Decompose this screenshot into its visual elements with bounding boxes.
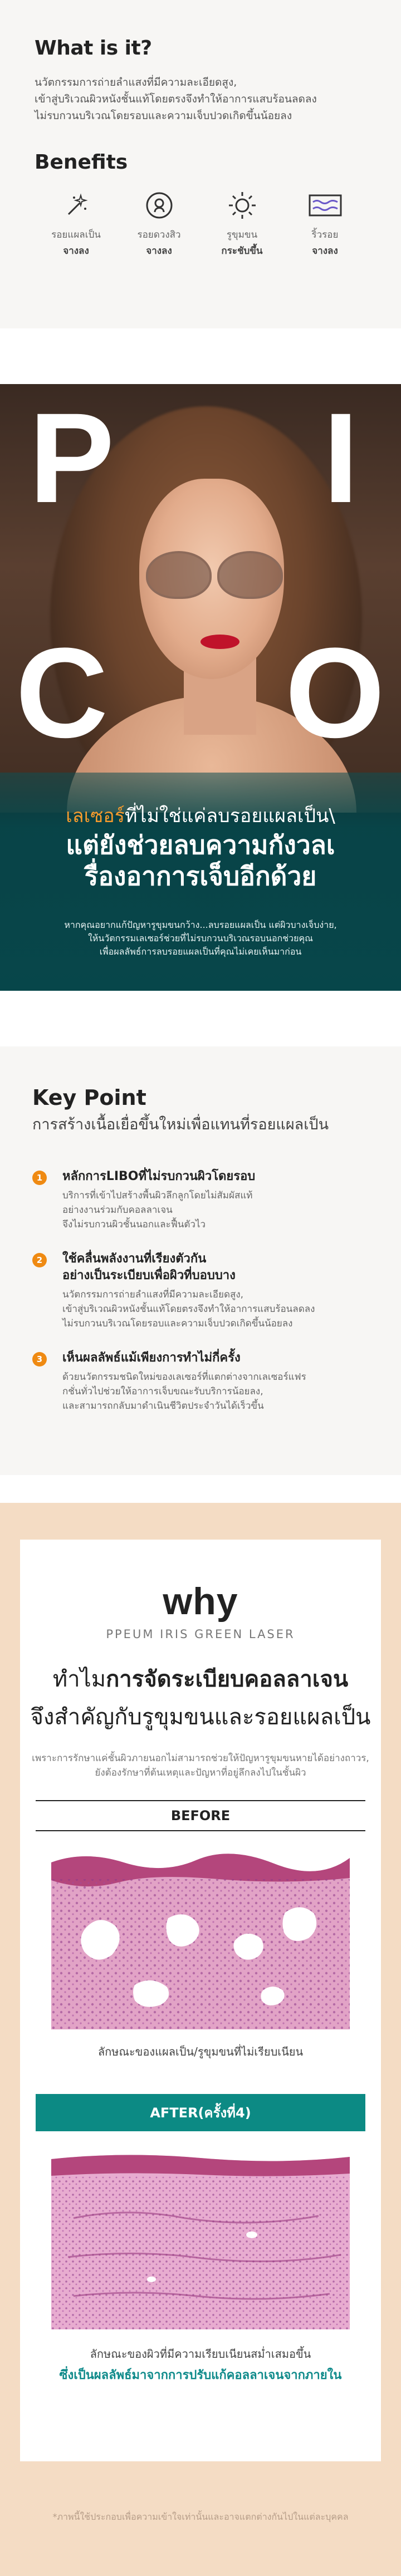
benefit-label-bold: กระชับขึ้น bbox=[221, 245, 263, 257]
keypoint-item-desc: อย่างงานร่วมกับคอลลาเจน bbox=[62, 1205, 173, 1216]
intro-desc-line: นวัตกรรมการถ่ายลำแสงที่มีความละเอียดสูง, bbox=[35, 76, 237, 89]
sparkle-wand-icon bbox=[35, 188, 118, 223]
intro-title: What is it? bbox=[35, 37, 152, 60]
benefit-label: ริ้วรอย bbox=[311, 229, 339, 240]
keypoint-item-desc: ไม่รบกวนบริเวณโดยรอบและความเจ็บปวดเกิดขึ้นน้อยลง bbox=[62, 1318, 293, 1329]
benefit-wrinkle bbox=[283, 188, 366, 258]
intro-section bbox=[0, 0, 401, 328]
intro-desc-line: ไม่รบกวนบริเวณโดยรอบและความเจ็บปวดเกิดขึ้นน้อยลง bbox=[35, 110, 292, 122]
why-question-line1 bbox=[20, 1661, 381, 1697]
keypoint-item bbox=[32, 1168, 369, 1232]
hero-line1-rest: ที่ไม่ใช่แค่ลบรอยแผลเป็น\ bbox=[124, 805, 335, 827]
why-question-line2: จึงสำคัญกับรูขุมขนและรอยแผลเป็น bbox=[30, 1704, 371, 1730]
hero-glasses-left bbox=[146, 551, 212, 599]
benefit-label-bold: จางลง bbox=[312, 245, 338, 257]
keypoint-subtitle: การสร้างเนื้อเยื่อขึ้นใหม่เพื่อแทนที่รอยแผลเป็น bbox=[32, 1116, 329, 1133]
benefit-label: รอยแผลเป็น bbox=[51, 229, 101, 240]
keypoint-item-title: ใช้คลื่นพลังงานที่เรียงตัวกัน bbox=[62, 1252, 207, 1266]
hero-glasses-right bbox=[217, 551, 283, 599]
brand-name: PPEUM IRIS GREEN LASER bbox=[106, 1628, 295, 1641]
keypoint-item-desc: จึงไม่รบกวนผิวชั้นนอกและฟื้นตัวไว bbox=[62, 1219, 206, 1230]
sun-icon bbox=[200, 188, 283, 223]
wrinkle-lines-icon bbox=[283, 188, 366, 223]
why-note-line: ยังต้องรักษาที่ต้นเหตุและปัญหาที่อยู่ลึกลงไปในชั้นผิว bbox=[95, 1767, 306, 1778]
keypoint-item-desc: นวัตกรรมการถ่ายลำแสงที่มีความละเอียดสูง, bbox=[62, 1289, 244, 1300]
pico-hero-section bbox=[0, 384, 401, 991]
benefits-list bbox=[35, 188, 366, 258]
keypoint-item-desc: และสามารถกลับมาดำเนินชีวิตประจำวันได้เร็วขึ้น bbox=[62, 1400, 264, 1412]
why-note-line: เพราะการรักษาแค่ชั้นผิวภายนอกไม่สามารถช่วยให้ปัญหารูขุมขนหายได้อย่างถาวร, bbox=[32, 1753, 369, 1764]
benefit-label: รอยดวงสิว bbox=[137, 229, 181, 240]
benefit-acne bbox=[118, 188, 200, 258]
pico-letter-p: P bbox=[29, 386, 115, 529]
before-caption: ลักษณะของแผลเป็น/รูขุมขนที่ไม่เรียบเนียน bbox=[97, 2045, 304, 2058]
before-tissue-image bbox=[51, 1846, 350, 2029]
keypoint-title: Key Point bbox=[32, 1085, 146, 1110]
why-question-bold: การจัดระเบียบคอลลาเจน bbox=[106, 1666, 349, 1692]
keypoint-item-title: อย่างเป็นระเบียบเพื่อผิวที่บอบบาง bbox=[62, 1269, 236, 1282]
pico-letter-o: O bbox=[285, 621, 385, 764]
hero-body-line: เพื่อผลลัพธ์การลบรอยแผลเป็นที่คุณไม่เคยเห็นมาก่อน bbox=[99, 946, 302, 957]
hero-line1 bbox=[0, 800, 401, 830]
why-note bbox=[20, 1751, 381, 1780]
keypoint-item-title: หลักการLIBOที่ไม่รบกวนผิวโดยรอบ bbox=[62, 1169, 256, 1183]
intro-description bbox=[35, 74, 366, 124]
hero-headline-line: รื่องอาการเจ็บอีกด้วย bbox=[84, 861, 317, 891]
benefit-label-bold: จางลง bbox=[63, 245, 89, 257]
why-card bbox=[20, 1540, 381, 2461]
hero-body bbox=[0, 918, 401, 958]
keypoint-item-desc: กชั่นทั่วไปช่วยให้อาการเจ็บขณะรับบริการน้อยลง, bbox=[62, 1386, 263, 1397]
intro-desc-line: เข้าสู่บริเวณผิวหนังชั้นแท้โดยตรงจึงทำให้อาการแสบร้อนลดลง bbox=[35, 93, 317, 105]
keypoint-item-desc: บริการที่เข้าไปสร้างพื้นผิวลึกลูกโดยไม่สัมผัสแท้ bbox=[62, 1190, 253, 1201]
face-circle-icon bbox=[118, 188, 200, 223]
keypoint-list bbox=[32, 1168, 369, 1413]
hero-body-line: หากคุณอยากแก้ปัญหารูขุมขนกว้าง...ลบรอยแผลเป็น แต่ผิวบางเจ็บง่าย, bbox=[64, 920, 337, 930]
keypoint-item-desc: เข้าสู่บริเวณผิวหนังชั้นแท้โดยตรงจึงทำให้อาการแสบร้อนลดลง bbox=[62, 1304, 315, 1315]
footnote: *ภาพนี้ใช้ประกอบเพื่อความเข้าใจเท่านั้นและอาจแตกต่างกันไปในแต่ละบุคคล bbox=[52, 2511, 349, 2522]
keypoint-item-desc: ด้วยนวัตกรรมชนิดใหม่ของเลเซอร์ที่แตกต่างจากเลเซอร์แฟร bbox=[62, 1371, 306, 1383]
benefit-label: รูขุมขน bbox=[226, 229, 258, 240]
keypoint-number-badge: 2 bbox=[32, 1253, 47, 1267]
pico-letter-c: C bbox=[16, 621, 109, 764]
hero-headline-line: แต่ยังช่วยลบความกังวลเ bbox=[66, 830, 335, 860]
after-caption: ลักษณะของผิวที่มีความเรียบเนียนสม่ำเสมอขึ้น bbox=[90, 2347, 311, 2361]
why-question-pre: ทำไม bbox=[52, 1666, 106, 1692]
before-label: BEFORE bbox=[36, 1800, 365, 1831]
after-label: AFTER(ครั้งที่4) bbox=[36, 2094, 365, 2131]
hero-body-line: ให้นวัตกรรมเลเซอร์ช่วยที่ไม่รบกวนบริเวณรอบนอกช่วยคุณ bbox=[87, 933, 314, 943]
hero-lips bbox=[200, 635, 239, 649]
benefits-title: Benefits bbox=[35, 151, 128, 174]
hero-headline bbox=[0, 829, 401, 892]
after-caption-highlight: ซึ่งเป็นผลลัพธ์มาจากการปรับแก้คอลลาเจนจากภายใน bbox=[59, 2368, 342, 2382]
benefit-label-bold: จางลง bbox=[146, 245, 172, 257]
keypoint-section bbox=[0, 1046, 401, 1475]
why-section bbox=[0, 1503, 401, 2576]
keypoint-number-badge: 1 bbox=[32, 1171, 47, 1185]
keypoint-item bbox=[32, 1350, 369, 1413]
why-title: why bbox=[163, 1580, 238, 1623]
keypoint-number-badge: 3 bbox=[32, 1352, 47, 1366]
hero-line1-highlight: เลเซอร์ bbox=[66, 805, 125, 827]
benefit-pores bbox=[200, 188, 283, 258]
keypoint-item bbox=[32, 1251, 369, 1331]
pico-letter-i: I bbox=[323, 386, 359, 529]
after-tissue-image bbox=[51, 2146, 350, 2329]
benefit-scar bbox=[35, 188, 118, 258]
keypoint-item-title: เห็นผลลัพธ์แม้เพียงการทำไม่กี่ครั้ง bbox=[62, 1351, 241, 1365]
